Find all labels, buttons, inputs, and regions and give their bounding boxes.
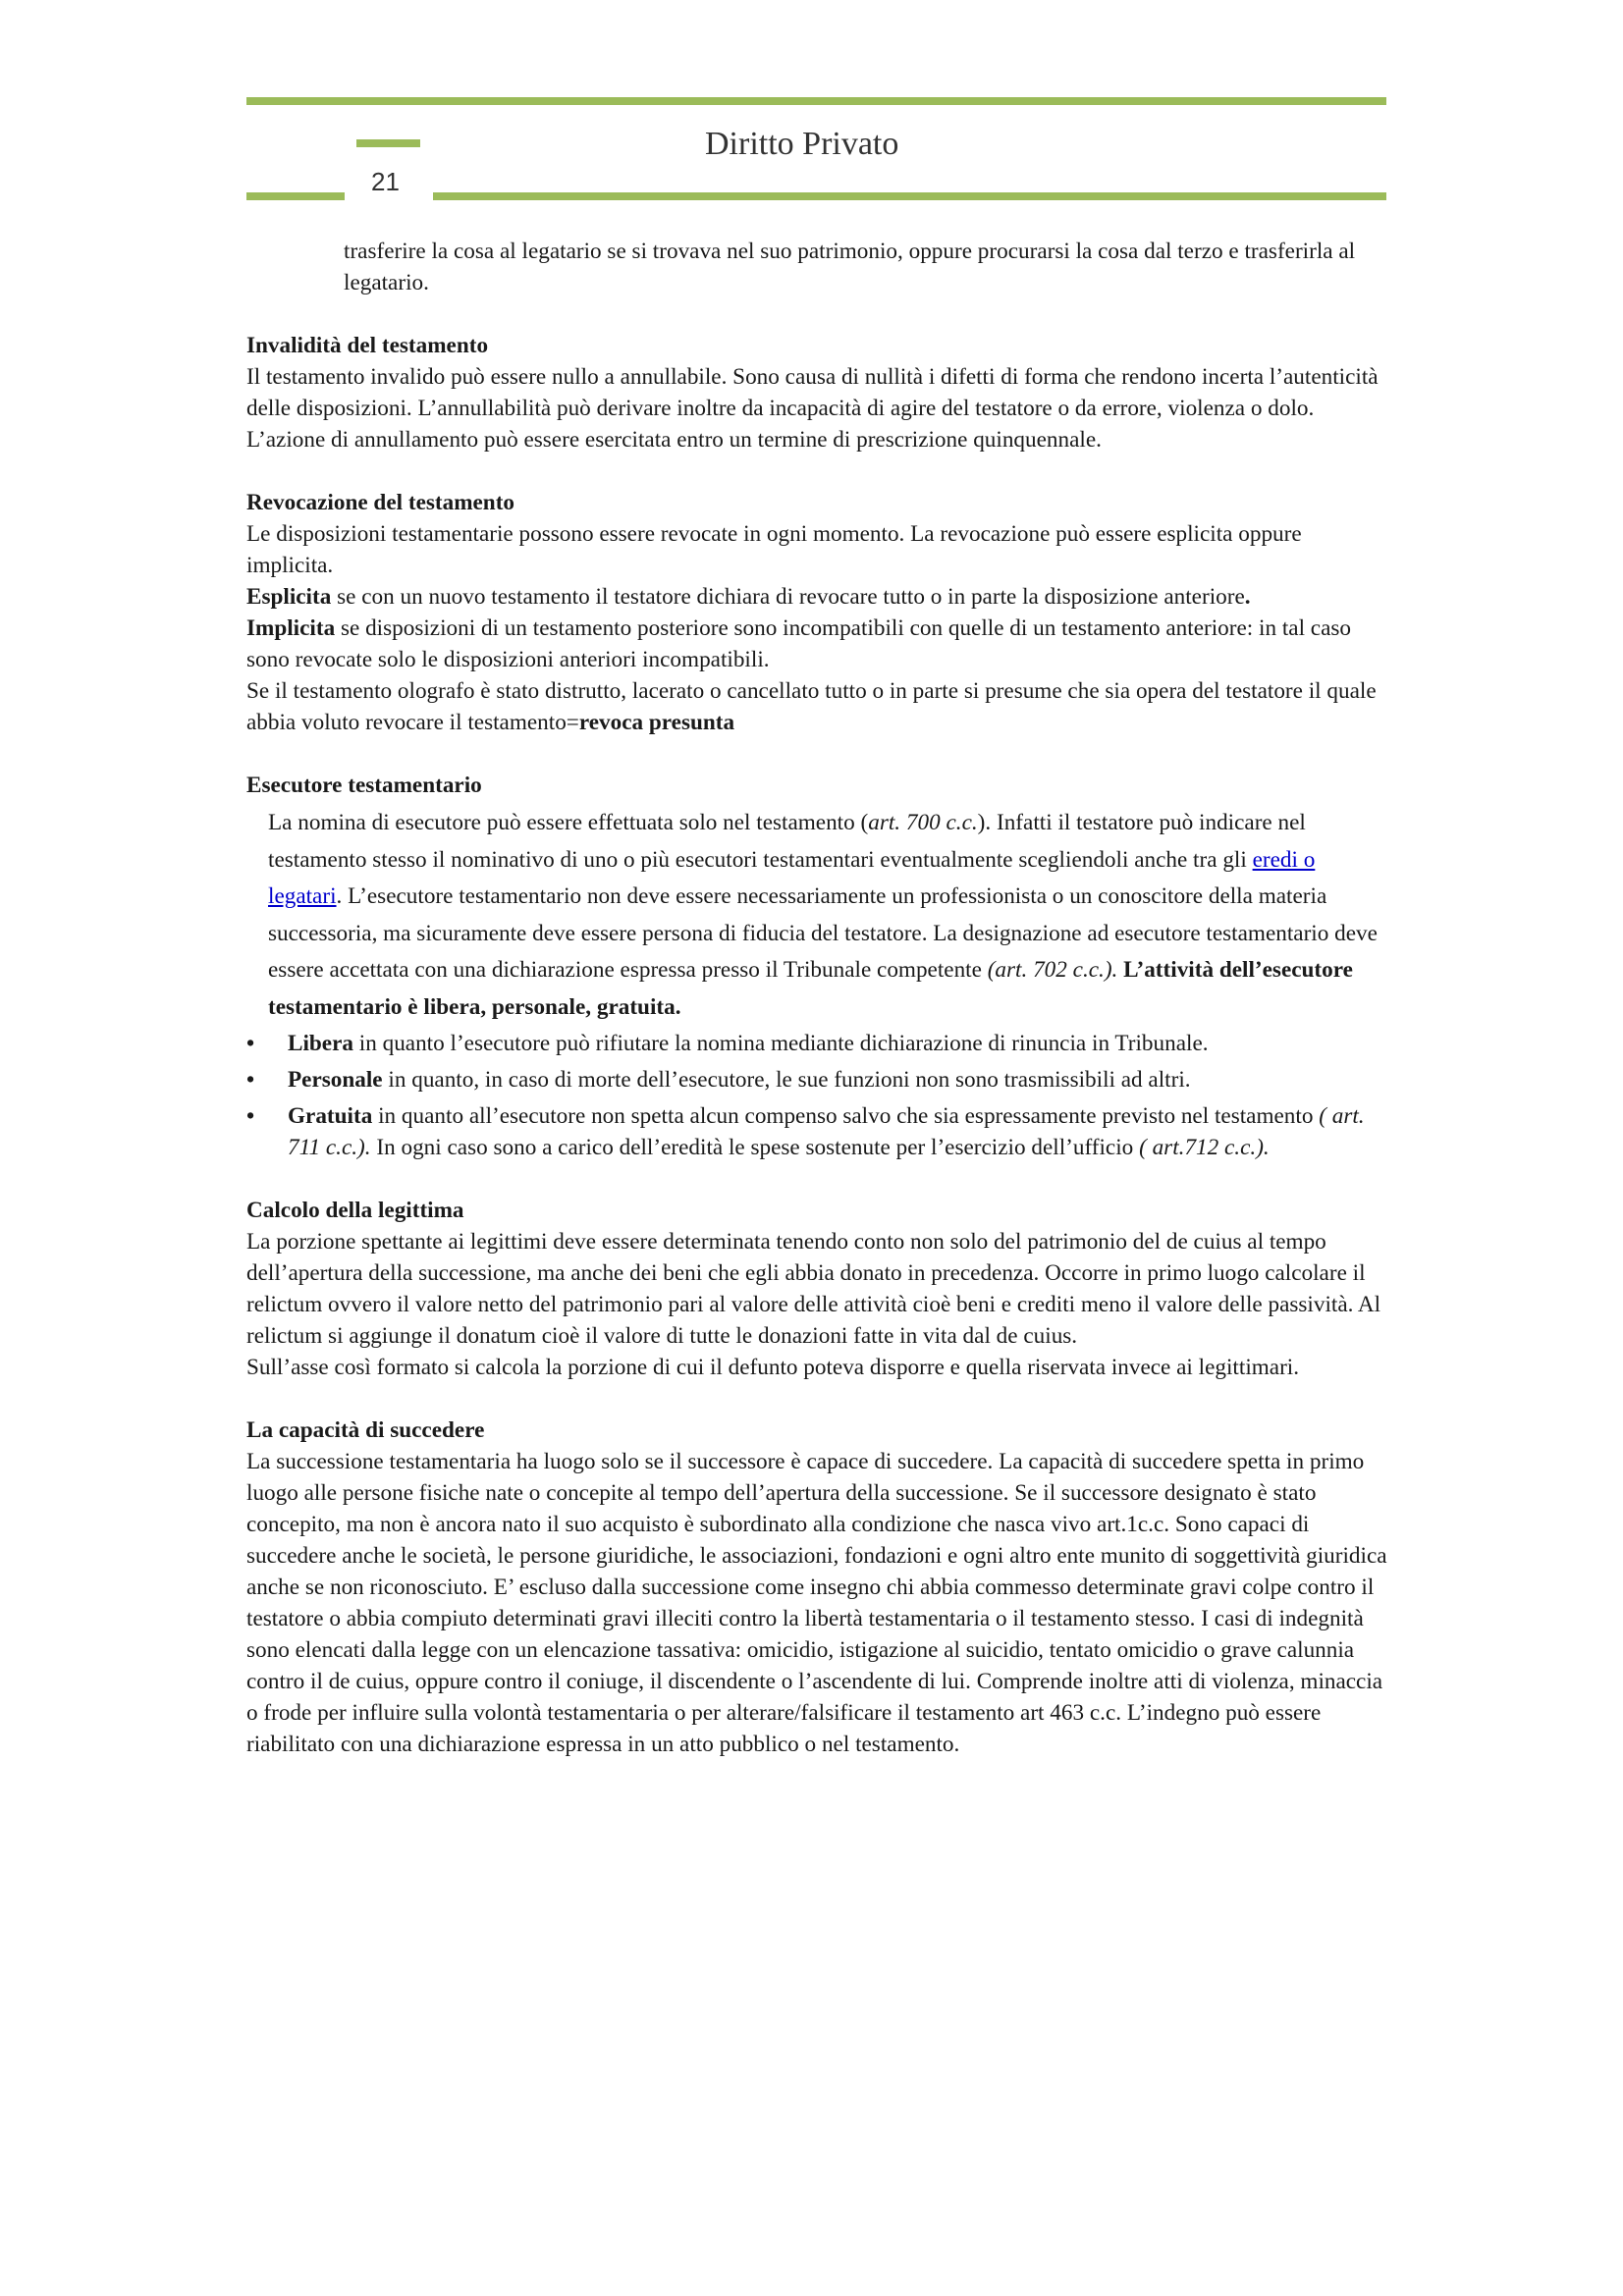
art-700-ref: art. 700 c.c. [868,810,978,835]
section-invalidita [246,330,1387,455]
legittima-paragraph-1: La porzione spettante ai legittimi deve essere determinata tenendo conto non solo del patrimonio del de cuius al tempo dell’apertura della successione, ma anche dei beni che egli abbia donato in precedenza. Occorre in primo luogo calcolare il relictum ovvero il valore netto del patrimonio pari al valore delle attività cioè beni e crediti meno il valore delle passività. Al relictum si aggiunge il donatum cioè il valore di tutte le donazioni fatte in vita dal de cuius. [246,1229,1381,1349]
document-title: Diritto Privato [705,126,899,162]
revoca-presunta: revoca presunta [578,710,735,735]
page-number: 21 [371,167,400,196]
header-bottom-rule-left [246,192,345,200]
bullet-text: in quanto l’esecutore può rifiutare la nomina mediante dichiarazione di rinuncia in Tribunale. [352,1031,1209,1056]
heading-legittima: Calcolo della legittima [246,1198,464,1223]
implicita-paragraph [246,613,1387,675]
bullet-icon: • [246,1103,255,1129]
bullet-text: in quanto all’esecutore non spetta alcun compenso salvo che sia espressamente previsto nel testamento [372,1103,1320,1129]
bullet-label: Personale [288,1067,383,1093]
heading-invalidita: Invalidità del testamento [246,333,489,358]
header-top-rule [246,97,1386,105]
esplicita-period: . [1244,584,1251,610]
olografo-text: Se il testamento olografo è stato distrutto, lacerato o cancellato tutto o in parte si presume che sia opera del testatore il quale abbia voluto revocare il testamento= [246,678,1377,735]
intro-paragraph: trasferire la cosa al legatario se si trovava nel suo patrimonio, oppure procurarsi la cosa dal terzo e trasferirla al legatario. [344,239,1356,295]
section-capacita [246,1415,1387,1760]
art-702-ref: (art. 702 c.c.). [987,957,1118,983]
page-body [246,236,1387,1760]
heading-capacita: La capacità di succedere [246,1417,485,1443]
bullet-text: in quanto, in caso di morte dell’esecutore, le sue funzioni non sono trasmissibili ad altri. [382,1067,1191,1093]
section-revocazione [246,487,1387,738]
bullet-icon: • [246,1031,255,1056]
esecutore-paragraph [246,805,1387,1026]
section-esecutore [246,770,1387,1163]
list-item [246,1100,1387,1163]
esecutore-bullet-list [246,1028,1387,1163]
header-page-rule [356,139,420,147]
capacita-paragraph: La successione testamentaria ha luogo solo se il successore è capace di succedere. La capacità di succedere spetta in primo luogo alle persone fisiche nate o concepite al tempo dell’apertura della successione. Se il successore designato è stato concepito, ma non è ancora nato il suo acquisto è subordinato alla condizione che nasca vivo art.1c.c. Sono capaci di succedere anche le società, le persone giuridiche, le associazioni, fondazioni e ogni altro ente munito di soggettività giuridica anche se non riconosciuto. E’ escluso dalla successione come insegno chi abbia commesso determinate gravi colpe contro il testatore o abbia compiuto determinati gravi illeciti contro la libertà testamentaria o il testamento stesso. I casi di indegnità sono elencati dalla legge con un elencazione tassativa: omicidio, istigazione al suicidio, tentato omicidio o grave calunnia contro il de cuius, oppure contro il coniuge, il discendente o l’ascendente di lui. Comprende inoltre atti di violenza, minaccia o frode per influire sulla volontà testamentaria o per alterare/falsificare il testamento art 463 c.c. L’indegno può essere riabilitato con una dichiarazione espressa in un atto pubblico o nel testamento. [246,1449,1387,1757]
invalidita-paragraph: Il testamento invalido può essere nullo a annullabile. Sono causa di nullità i difetti di forma che rendono incerta l’autenticità delle disposizioni. L’annullabilità può derivare inoltre da incapacità di agire del testatore o da errore, violenza o dolo. L’azione di annullamento può essere esercitata entro un termine di prescrizione quinquennale. [246,364,1379,453]
esplicita-paragraph [246,581,1387,613]
implicita-text: se disposizioni di un testamento posteriore sono incompatibili con quelle di un testamento anteriore: in tal caso sono revocate solo le disposizioni anteriori incompatibili. [246,615,1352,672]
legittima-paragraph-2: Sull’asse così formato si calcola la porzione di cui il defunto poteva disporre e quella riservata invece ai legittimari. [246,1355,1300,1380]
esplicita-text: se con un nuovo testamento il testatore dichiara di revocare tutto o in parte la disposizione anteriore [331,584,1245,610]
bullet-icon: • [246,1067,255,1093]
olografo-paragraph [246,675,1387,738]
section-legittima [246,1195,1387,1383]
esplicita-label: Esplicita [246,584,332,610]
list-item [246,1064,1387,1095]
art-712-ref: ( art.712 c.c.). [1139,1135,1270,1160]
list-item [246,1028,1387,1059]
bullet-text-continued: In ogni caso sono a carico dell’eredità le spese sostenute per l’esercizio dell’ufficio [370,1135,1140,1160]
implicita-label: Implicita [246,615,336,641]
bullet-label: Gratuita [288,1103,373,1129]
esecutore-text-1: La nomina di esecutore può essere effettuata solo nel testamento ( [268,810,869,835]
heading-revocazione: Revocazione del testamento [246,490,515,515]
esecutore-bold-summary: L’attività dell’esecutore testamentario è libera, personale, gratuita. [268,957,1353,1020]
esecutore-text-3: . L’esecutore testamentario non deve essere necessariamente un professionista o un conoscitore della materia successoria, ma sicuramente deve essere persona di fiducia del testatore. La designazione ad esecutore testamentario deve essere accettata con una dichiarazione espressa presso il Tribunale competente [268,883,1378,983]
bullet-label: Libera [288,1031,353,1056]
heading-esecutore: Esecutore testamentario [246,773,482,798]
header-bottom-rule-right [433,192,1386,200]
eredi-legatari-link[interactable]: eredi o legatari [268,846,1316,909]
esecutore-text-2: ). Infatti il testatore può indicare nel testamento stesso il nominativo di uno o più esecutori testamentari eventualmente scegliendoli anche tra gli [268,810,1306,873]
revocazione-paragraph: Le disposizioni testamentarie possono essere revocate in ogni momento. La revocazione può essere esplicita oppure implicita. [246,521,1302,578]
art-711-ref: ( art. 711 c.c.). [288,1103,1365,1160]
